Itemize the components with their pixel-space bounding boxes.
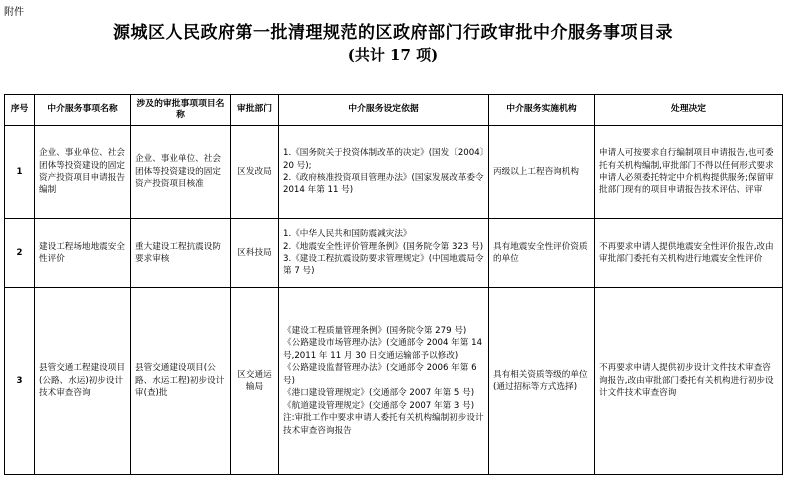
cell-index: 1	[5, 126, 35, 219]
page-subtitle: (共计 17 项)	[347, 46, 439, 64]
basis-line: 《公路建设监督管理办法》(交通部令 2006 年第 6 号)	[283, 363, 477, 386]
cell-dept: 区发改局	[231, 126, 279, 219]
cell-decision: 不再要求申请人提供初步设计文件技术审查咨询报告,改由审批部门委托有关机构进行初步设计文件技术审查咨询	[595, 288, 783, 475]
table-row	[5, 288, 783, 475]
table-header-row	[5, 95, 783, 126]
basis-note: 注:审批工作中要求申请人委托有关机构编制初步设计技术审查咨询报告	[283, 413, 484, 436]
col-header-index: 序号	[5, 95, 35, 126]
basis-line: 《建设工程质量管理条例》(国务院令第 279 号)	[283, 325, 467, 336]
cell-approval: 重大建设工程抗震设防要求审核	[131, 219, 231, 288]
service-catalog-table	[4, 94, 783, 475]
cell-basis	[279, 288, 489, 475]
basis-line: 《航道建设管理规定》(交通部令 2007 年第 3 号)	[283, 400, 475, 411]
basis-line: 3.《建设工程抗震设防要求管理规定》(中国地震局令第 7 号)	[283, 254, 484, 277]
col-header-dept: 审批部门	[231, 95, 279, 126]
col-header-agency: 中介服务实施机构	[489, 95, 595, 126]
cell-decision: 申请人可按要求自行编制项目申请报告,也可委托有关机构编制,审批部门不得以任何形式要求申请人必须委托特定中介机构提供服务;保留审批部门现有的项目申请报告技术评估、评审	[595, 126, 783, 219]
col-header-basis: 中介服务设定依据	[279, 95, 489, 126]
cell-service: 建设工程场地地震安全性评价	[35, 219, 131, 288]
table-row	[5, 219, 783, 288]
basis-line: 2.《政府核准投资项目管理办法》(国家发展改革委令 2014 年第 11 号)	[283, 173, 484, 196]
cell-dept: 区科技局	[231, 219, 279, 288]
cell-basis	[279, 126, 489, 219]
cell-dept: 区交通运输局	[231, 288, 279, 475]
col-header-decision: 处理决定	[595, 95, 783, 126]
cell-index: 3	[5, 288, 35, 475]
basis-line: 《港口建设管理规定》(交通部令 2007 年第 5 号)	[283, 388, 475, 399]
basis-line: 1.《国务院关于投资体制改革的决定》(国发〔2004〕20 号);	[283, 148, 484, 171]
cell-agency: 具有地震安全性评价资质的单位	[489, 219, 595, 288]
cell-service: 县管交通工程建设项目(公路、水运)初步设计技术审查咨询	[35, 288, 131, 475]
cell-decision: 不再要求申请人提供地震安全性评价报告,改由审批部门委托有关机构进行地震安全性评价	[595, 219, 783, 288]
attachment-label: 附件	[4, 7, 24, 18]
cell-basis	[279, 219, 489, 288]
col-header-approval: 涉及的审批事项项目名称	[131, 95, 231, 126]
cell-agency: 具有相关资质等级的单位(通过招标等方式选择)	[489, 288, 595, 475]
cell-agency: 丙级以上工程咨询机构	[489, 126, 595, 219]
cell-approval: 县管交通建设项目(公路、水运工程)初步设计审(查)批	[131, 288, 231, 475]
table-row	[5, 126, 783, 219]
cell-service: 企业、事业单位、社会团体等投资建设的固定资产投资项目申请报告编制	[35, 126, 131, 219]
basis-line: 《公路建设市场管理办法》(交通部令 2004 年第 14 号,2011 年 11 月 30 日交通运输部予以修改)	[283, 338, 483, 361]
basis-line: 2.《地震安全性评价管理条例》(国务院令第 323 号)	[283, 241, 484, 252]
page-title: 源城区人民政府第一批清理规范的区政府部门行政审批中介服务事项目录	[113, 23, 673, 43]
cell-approval: 企业、事业单位、社会团体等投资建设的固定资产投资项目核准	[131, 126, 231, 219]
col-header-service: 中介服务事项名称	[35, 95, 131, 126]
basis-line: 1.《中华人民共和国防震减灾法》	[283, 229, 412, 240]
cell-index: 2	[5, 219, 35, 288]
